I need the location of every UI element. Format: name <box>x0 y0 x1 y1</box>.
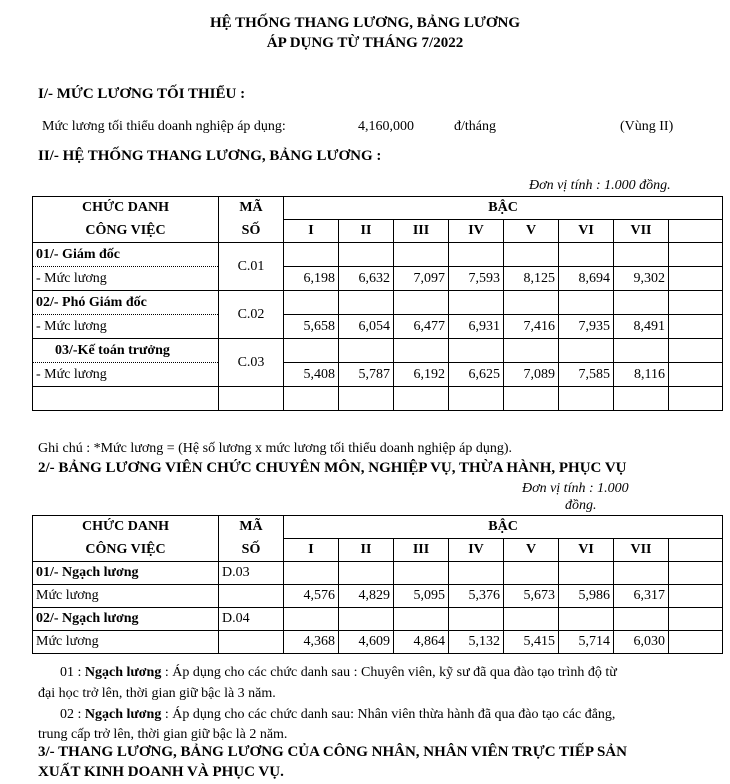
cell-value: 6,625 <box>449 363 504 387</box>
section-workers-heading-line1: 3/- THANG LƯƠNG, BẢNG LƯƠNG CỦA CÔNG NHÂN, NHÂN VIÊN TRỰC TIẾP SẢN <box>38 744 627 760</box>
cell-value: 4,576 <box>284 585 339 608</box>
cell-value: 5,787 <box>339 363 394 387</box>
header-title-top: CHỨC DANH <box>33 516 219 539</box>
note-bold-term: Ngạch lương <box>84 707 162 722</box>
cell-value: 5,673 <box>504 585 559 608</box>
header-title-bottom: CÔNG VIỆC <box>33 220 219 243</box>
min-wage-unit: đ/tháng <box>454 119 496 134</box>
cell-value: 5,095 <box>394 585 449 608</box>
cell-value: 4,368 <box>284 631 339 654</box>
min-wage-value: 4,160,000 <box>358 119 414 134</box>
row-title: 02/- Ngạch lương <box>33 608 219 631</box>
cell-value: 5,376 <box>449 585 504 608</box>
section-staff-table-heading: 2/- BẢNG LƯƠNG VIÊN CHỨC CHUYÊN MÔN, NGHIỆP VỤ, THỪA HÀNH, PHỤC VỤ <box>38 460 627 476</box>
cell-value: 6,030 <box>614 631 669 654</box>
row-sub-label: - Mức lương <box>33 363 219 387</box>
header-level: III <box>394 220 449 243</box>
header-level: III <box>394 539 449 562</box>
header-grade: BẬC <box>284 197 723 220</box>
row-sub-label: - Mức lương <box>33 315 219 339</box>
header-empty <box>669 220 723 243</box>
cell-value: 8,116 <box>614 363 669 387</box>
cell-value: 5,658 <box>284 315 339 339</box>
cell-value: 5,415 <box>504 631 559 654</box>
cell-value: 4,609 <box>339 631 394 654</box>
min-wage-label: Mức lương tối thiểu doanh nghiệp áp dụng: <box>42 119 286 134</box>
header-level: II <box>339 220 394 243</box>
row-title: 01/- Ngạch lương <box>33 562 219 585</box>
cell-value: 7,097 <box>394 267 449 291</box>
cell-value: 8,694 <box>559 267 614 291</box>
note-text: : Áp dụng cho các chức danh sau: Nhân viên thừa hành đã qua đào tạo các đẳng, <box>161 707 616 722</box>
row-sub-label: Mức lương <box>33 631 219 654</box>
cell-value: 5,132 <box>449 631 504 654</box>
row-code: D.03 <box>219 562 284 585</box>
note-1-line1 <box>60 662 617 683</box>
row-title: 01/- Giám đốc <box>33 243 219 267</box>
header-code-top: MÃ <box>219 516 284 539</box>
note-2-line2: trung cấp trở lên, thời gian giữ bậc là 2 năm. <box>38 727 288 742</box>
unit-note-2b: đồng. <box>565 498 597 513</box>
cell-value: 5,986 <box>559 585 614 608</box>
note-prefix: 01 : <box>60 665 85 680</box>
header-level: V <box>504 539 559 562</box>
cell-value: 5,408 <box>284 363 339 387</box>
cell-value: 5,714 <box>559 631 614 654</box>
header-code-bottom: SỐ <box>219 220 284 243</box>
cell-value: 6,054 <box>339 315 394 339</box>
row-sub-label: - Mức lương <box>33 267 219 291</box>
header-level: VI <box>559 539 614 562</box>
row-title: 02/- Phó Giám đốc <box>33 291 219 315</box>
cell-value: 6,477 <box>394 315 449 339</box>
header-level: VI <box>559 220 614 243</box>
section-min-wage-heading: I/- MỨC LƯƠNG TỐI THIỂU : <box>38 86 246 102</box>
cell-value: 4,829 <box>339 585 394 608</box>
row-code: C.03 <box>219 339 284 387</box>
note-prefix: 02 : <box>60 707 85 722</box>
header-code-top: MÃ <box>219 197 284 220</box>
header-level: I <box>284 539 339 562</box>
footnote: Ghi chú : *Mức lương = (Hệ số lương x mức lương tối thiểu doanh nghiệp áp dụng). <box>38 441 512 456</box>
note-text: : Áp dụng cho các chức danh sau : Chuyên viên, kỹ sư đã qua đào tạo trình độ từ <box>161 665 617 680</box>
cell-value: 7,593 <box>449 267 504 291</box>
doc-title-line1: HỆ THỐNG THANG LƯƠNG, BẢNG LƯƠNG <box>209 15 521 31</box>
salary-table-staff <box>32 515 723 654</box>
note-1-line2: đại học trở lên, thời gian giữ bậc là 3 năm. <box>38 686 276 701</box>
salary-table-management <box>32 196 723 411</box>
cell-value: 6,317 <box>614 585 669 608</box>
cell-value: 6,192 <box>394 363 449 387</box>
note-2-line1 <box>60 704 615 725</box>
cell-value: 4,864 <box>394 631 449 654</box>
cell-value: 6,632 <box>339 267 394 291</box>
cell-value: 8,491 <box>614 315 669 339</box>
cell-value: 7,935 <box>559 315 614 339</box>
min-wage-zone: (Vùng II) <box>620 119 674 134</box>
header-level: I <box>284 220 339 243</box>
header-empty <box>669 539 723 562</box>
cell-value: 6,198 <box>284 267 339 291</box>
section-workers-heading-line2: XUẤT KINH DOANH VÀ PHỤC VỤ. <box>38 764 284 780</box>
note-bold-term: Ngạch lương <box>84 665 162 680</box>
cell-value: 8,125 <box>504 267 559 291</box>
row-code: C.02 <box>219 291 284 339</box>
header-level: V <box>504 220 559 243</box>
header-level: VII <box>614 220 669 243</box>
header-grade: BẬC <box>284 516 723 539</box>
cell-value: 7,089 <box>504 363 559 387</box>
doc-title-line2: ÁP DỤNG TỪ THÁNG 7/2022 <box>266 35 464 51</box>
header-level: IV <box>449 539 504 562</box>
header-level: VII <box>614 539 669 562</box>
unit-note-1: Đơn vị tính : 1.000 đồng. <box>529 178 671 193</box>
unit-note-2a: Đơn vị tính : 1.000 <box>522 481 629 496</box>
cell-value: 7,585 <box>559 363 614 387</box>
cell-value: 9,302 <box>614 267 669 291</box>
section-salary-system-heading: II/- HỆ THỐNG THANG LƯƠNG, BẢNG LƯƠNG : <box>38 148 382 164</box>
cell-value: 7,416 <box>504 315 559 339</box>
row-title: 03/-Kế toán trưởng <box>33 339 219 363</box>
header-level: IV <box>449 220 504 243</box>
row-code: D.04 <box>219 608 284 631</box>
header-title-top: CHỨC DANH <box>33 197 219 220</box>
row-sub-label: Mức lương <box>33 585 219 608</box>
header-level: II <box>339 539 394 562</box>
header-title-bottom: CÔNG VIỆC <box>33 539 219 562</box>
header-code-bottom: SỐ <box>219 539 284 562</box>
row-code: C.01 <box>219 243 284 291</box>
cell-value: 6,931 <box>449 315 504 339</box>
